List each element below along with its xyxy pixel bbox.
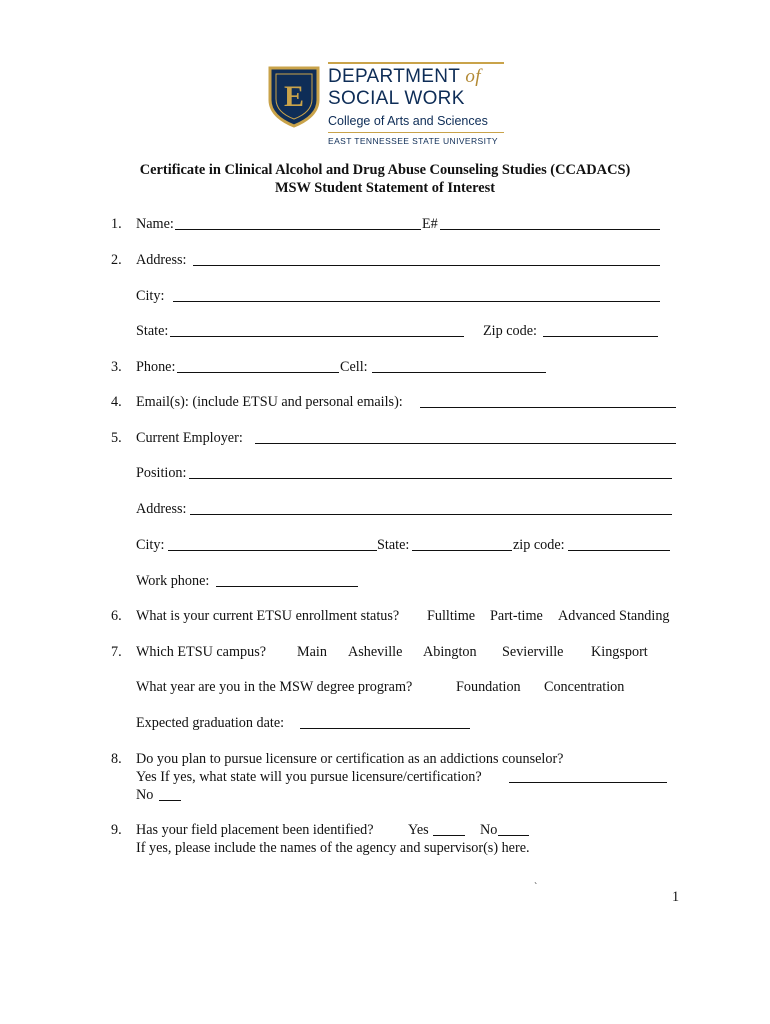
employer-state-field[interactable] bbox=[412, 550, 512, 551]
email-label: Email(s): (include ETSU and personal emails): bbox=[136, 394, 403, 410]
employer-address-field[interactable] bbox=[190, 514, 672, 515]
position-field[interactable] bbox=[189, 478, 672, 479]
svg-text:E: E bbox=[283, 80, 305, 113]
name-label: Name: bbox=[136, 216, 174, 232]
campus-abington[interactable]: Abington bbox=[423, 644, 477, 660]
q6-number: 6. bbox=[111, 608, 122, 624]
employer-zip-label: zip code: bbox=[513, 537, 565, 553]
phone-label: Phone: bbox=[136, 359, 176, 375]
campus-question: Which ETSU campus? bbox=[136, 644, 267, 660]
address-label: Address: bbox=[136, 252, 187, 268]
option-foundation[interactable]: Foundation bbox=[456, 679, 521, 695]
work-phone-field[interactable] bbox=[216, 586, 358, 587]
q8-number: 8. bbox=[111, 751, 122, 767]
placement-no-field[interactable] bbox=[498, 835, 529, 836]
form-title: Certificate in Clinical Alcohol and Drug Abuse Counseling Studies (CCADACS) bbox=[139, 162, 631, 178]
state-field[interactable] bbox=[170, 336, 464, 337]
logo-bottom-rule bbox=[328, 132, 504, 133]
licensure-no-label: No bbox=[136, 787, 154, 803]
enumber-label: E# bbox=[422, 216, 438, 232]
employer-state-label: State: bbox=[377, 537, 410, 553]
logo-department-line bbox=[328, 66, 481, 88]
stray-tick-mark: ` bbox=[534, 882, 538, 893]
graduation-date-field[interactable] bbox=[300, 728, 470, 729]
email-field[interactable] bbox=[420, 407, 676, 408]
zip-label: Zip code: bbox=[483, 323, 537, 339]
program-year-question: What year are you in the MSW degree program? bbox=[136, 679, 413, 695]
option-fulltime[interactable]: Fulltime bbox=[427, 608, 476, 624]
logo-department-word: DEPARTMENT bbox=[328, 66, 460, 87]
option-part-time[interactable]: Part-time bbox=[490, 608, 543, 624]
name-field[interactable] bbox=[175, 229, 421, 230]
work-phone-label: Work phone: bbox=[136, 573, 210, 589]
q9-number: 9. bbox=[111, 822, 122, 838]
logo-university: EAST TENNESSEE STATE UNIVERSITY bbox=[328, 136, 499, 146]
field-placement-question: Has your field placement been identified? bbox=[136, 822, 374, 838]
employer-city-field[interactable] bbox=[168, 550, 377, 551]
q5-number: 5. bbox=[111, 430, 122, 446]
placement-yes-label: Yes bbox=[408, 822, 429, 838]
logo-college: College of Arts and Sciences bbox=[328, 114, 488, 128]
employer-city-label: City: bbox=[136, 537, 165, 553]
phone-field[interactable] bbox=[177, 372, 339, 373]
city-field[interactable] bbox=[173, 301, 660, 302]
q3-number: 3. bbox=[111, 359, 122, 375]
licensure-state-field[interactable] bbox=[509, 782, 667, 783]
position-label: Position: bbox=[136, 465, 187, 481]
placement-yes-field[interactable] bbox=[433, 835, 465, 836]
department-logo bbox=[268, 62, 508, 152]
campus-sevierville[interactable]: Sevierville bbox=[502, 644, 564, 660]
placement-no-label: No bbox=[480, 822, 498, 838]
cell-field[interactable] bbox=[372, 372, 546, 373]
zip-field[interactable] bbox=[543, 336, 658, 337]
licensure-yes-label: Yes If yes, what state will you pursue licensure/certification? bbox=[136, 769, 482, 785]
cell-label: Cell: bbox=[340, 359, 368, 375]
logo-top-rule bbox=[328, 62, 504, 64]
placement-details-instruction: If yes, please include the names of the agency and supervisor(s) here. bbox=[136, 840, 530, 856]
etsu-shield-icon bbox=[268, 66, 320, 128]
graduation-date-label: Expected graduation date: bbox=[136, 715, 285, 731]
campus-kingsport[interactable]: Kingsport bbox=[591, 644, 648, 660]
employer-label: Current Employer: bbox=[136, 430, 243, 446]
option-concentration[interactable]: Concentration bbox=[544, 679, 625, 695]
campus-main[interactable]: Main bbox=[297, 644, 327, 660]
q4-number: 4. bbox=[111, 394, 122, 410]
logo-of-word: of bbox=[465, 66, 481, 87]
q2-number: 2. bbox=[111, 252, 122, 268]
form-subtitle: MSW Student Statement of Interest bbox=[274, 180, 496, 196]
licensure-question: Do you plan to pursue licensure or certification as an addictions counselor? bbox=[136, 751, 564, 767]
logo-social-work: SOCIAL WORK bbox=[328, 88, 465, 109]
q7-number: 7. bbox=[111, 644, 122, 660]
employer-address-label: Address: bbox=[136, 501, 187, 517]
employer-field[interactable] bbox=[255, 443, 676, 444]
enumber-field[interactable] bbox=[440, 229, 660, 230]
enrollment-question: What is your current ETSU enrollment status? bbox=[136, 608, 400, 624]
licensure-no-field[interactable] bbox=[159, 800, 181, 801]
campus-asheville[interactable]: Asheville bbox=[348, 644, 403, 660]
address-field[interactable] bbox=[193, 265, 660, 266]
page-number: 1 bbox=[672, 889, 680, 905]
option-advanced-standing[interactable]: Advanced Standing bbox=[558, 608, 670, 624]
city-label: City: bbox=[136, 288, 165, 304]
q1-number: 1. bbox=[111, 216, 122, 232]
state-label: State: bbox=[136, 323, 169, 339]
employer-zip-field[interactable] bbox=[568, 550, 670, 551]
